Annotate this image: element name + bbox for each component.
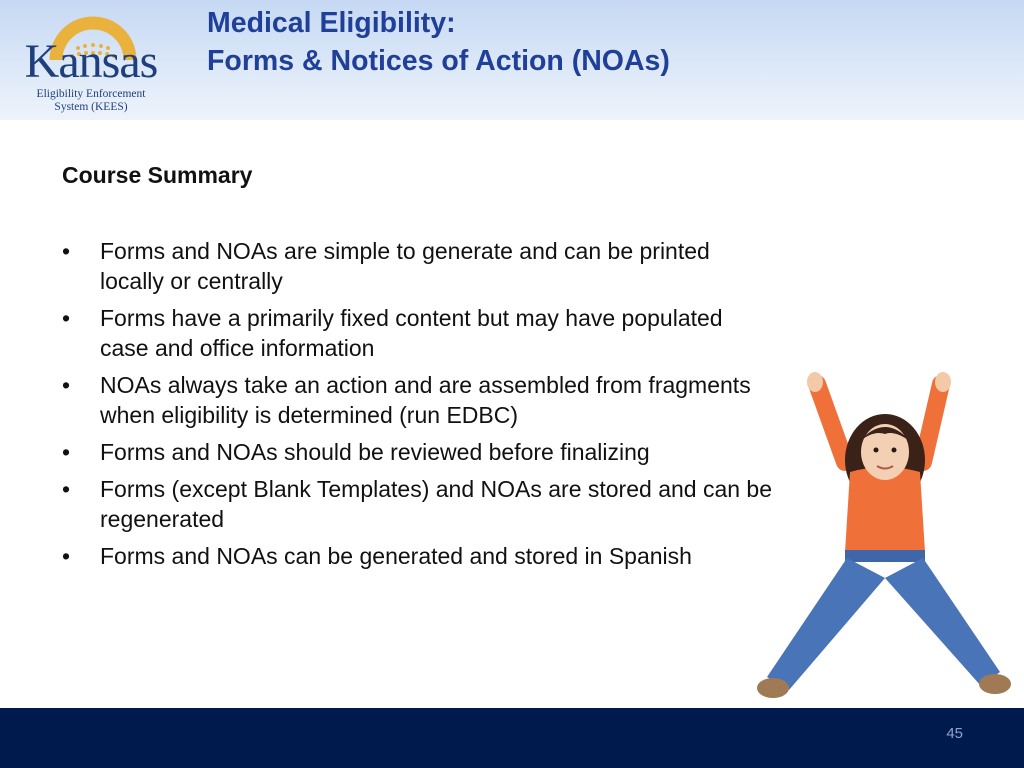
bullet-item: [62, 541, 774, 571]
bullet-text: Forms and NOAs should be reviewed before finalizing: [100, 439, 650, 465]
bullet-text: Forms and NOAs are simple to generate and can be printed locally or centrally: [100, 238, 710, 294]
logo-subtitle: [16, 88, 166, 114]
bullet-text: Forms (except Blank Templates) and NOAs are stored and can be regenerated: [100, 476, 773, 532]
bullet-marker: •: [62, 476, 71, 502]
slide-title: [207, 4, 670, 80]
bullet-text: NOAs always take an action and are assembled from fragments when eligibility is determined (run EDBC): [100, 372, 751, 428]
course-summary-heading: Course Summary: [62, 162, 253, 188]
logo-wordmark: Kansas: [24, 35, 158, 88]
bullet-item: [62, 236, 774, 296]
bullet-item: [62, 474, 774, 534]
bullet-text: Forms have a primarily fixed content but may have populated case and office information: [100, 305, 723, 361]
summary-bullet-list: [62, 236, 774, 578]
bullet-marker: •: [62, 305, 71, 331]
slide-title-line2: Forms & Notices of Action (NOAs): [207, 45, 670, 77]
bullet-marker: •: [62, 238, 71, 264]
bullet-item: [62, 303, 774, 363]
logo-subtitle-line1: Eligibility Enforcement: [36, 88, 146, 100]
kansas-kees-logo: [8, 8, 168, 116]
slide-footer: [0, 708, 1024, 768]
slide-title-line1: Medical Eligibility:: [207, 7, 456, 39]
bullet-marker: •: [62, 439, 71, 465]
logo-subtitle-line2: System (KEES): [54, 101, 128, 113]
slide-header: [0, 0, 1024, 120]
bullet-marker: •: [62, 372, 71, 398]
bullet-text: Forms and NOAs can be generated and stored in Spanish: [100, 543, 692, 569]
bullet-marker: •: [62, 543, 71, 569]
page-number: 45: [946, 725, 963, 742]
jumping-girl-photo: [745, 372, 1024, 708]
bullet-item: [62, 370, 774, 430]
bullet-item: [62, 437, 774, 467]
